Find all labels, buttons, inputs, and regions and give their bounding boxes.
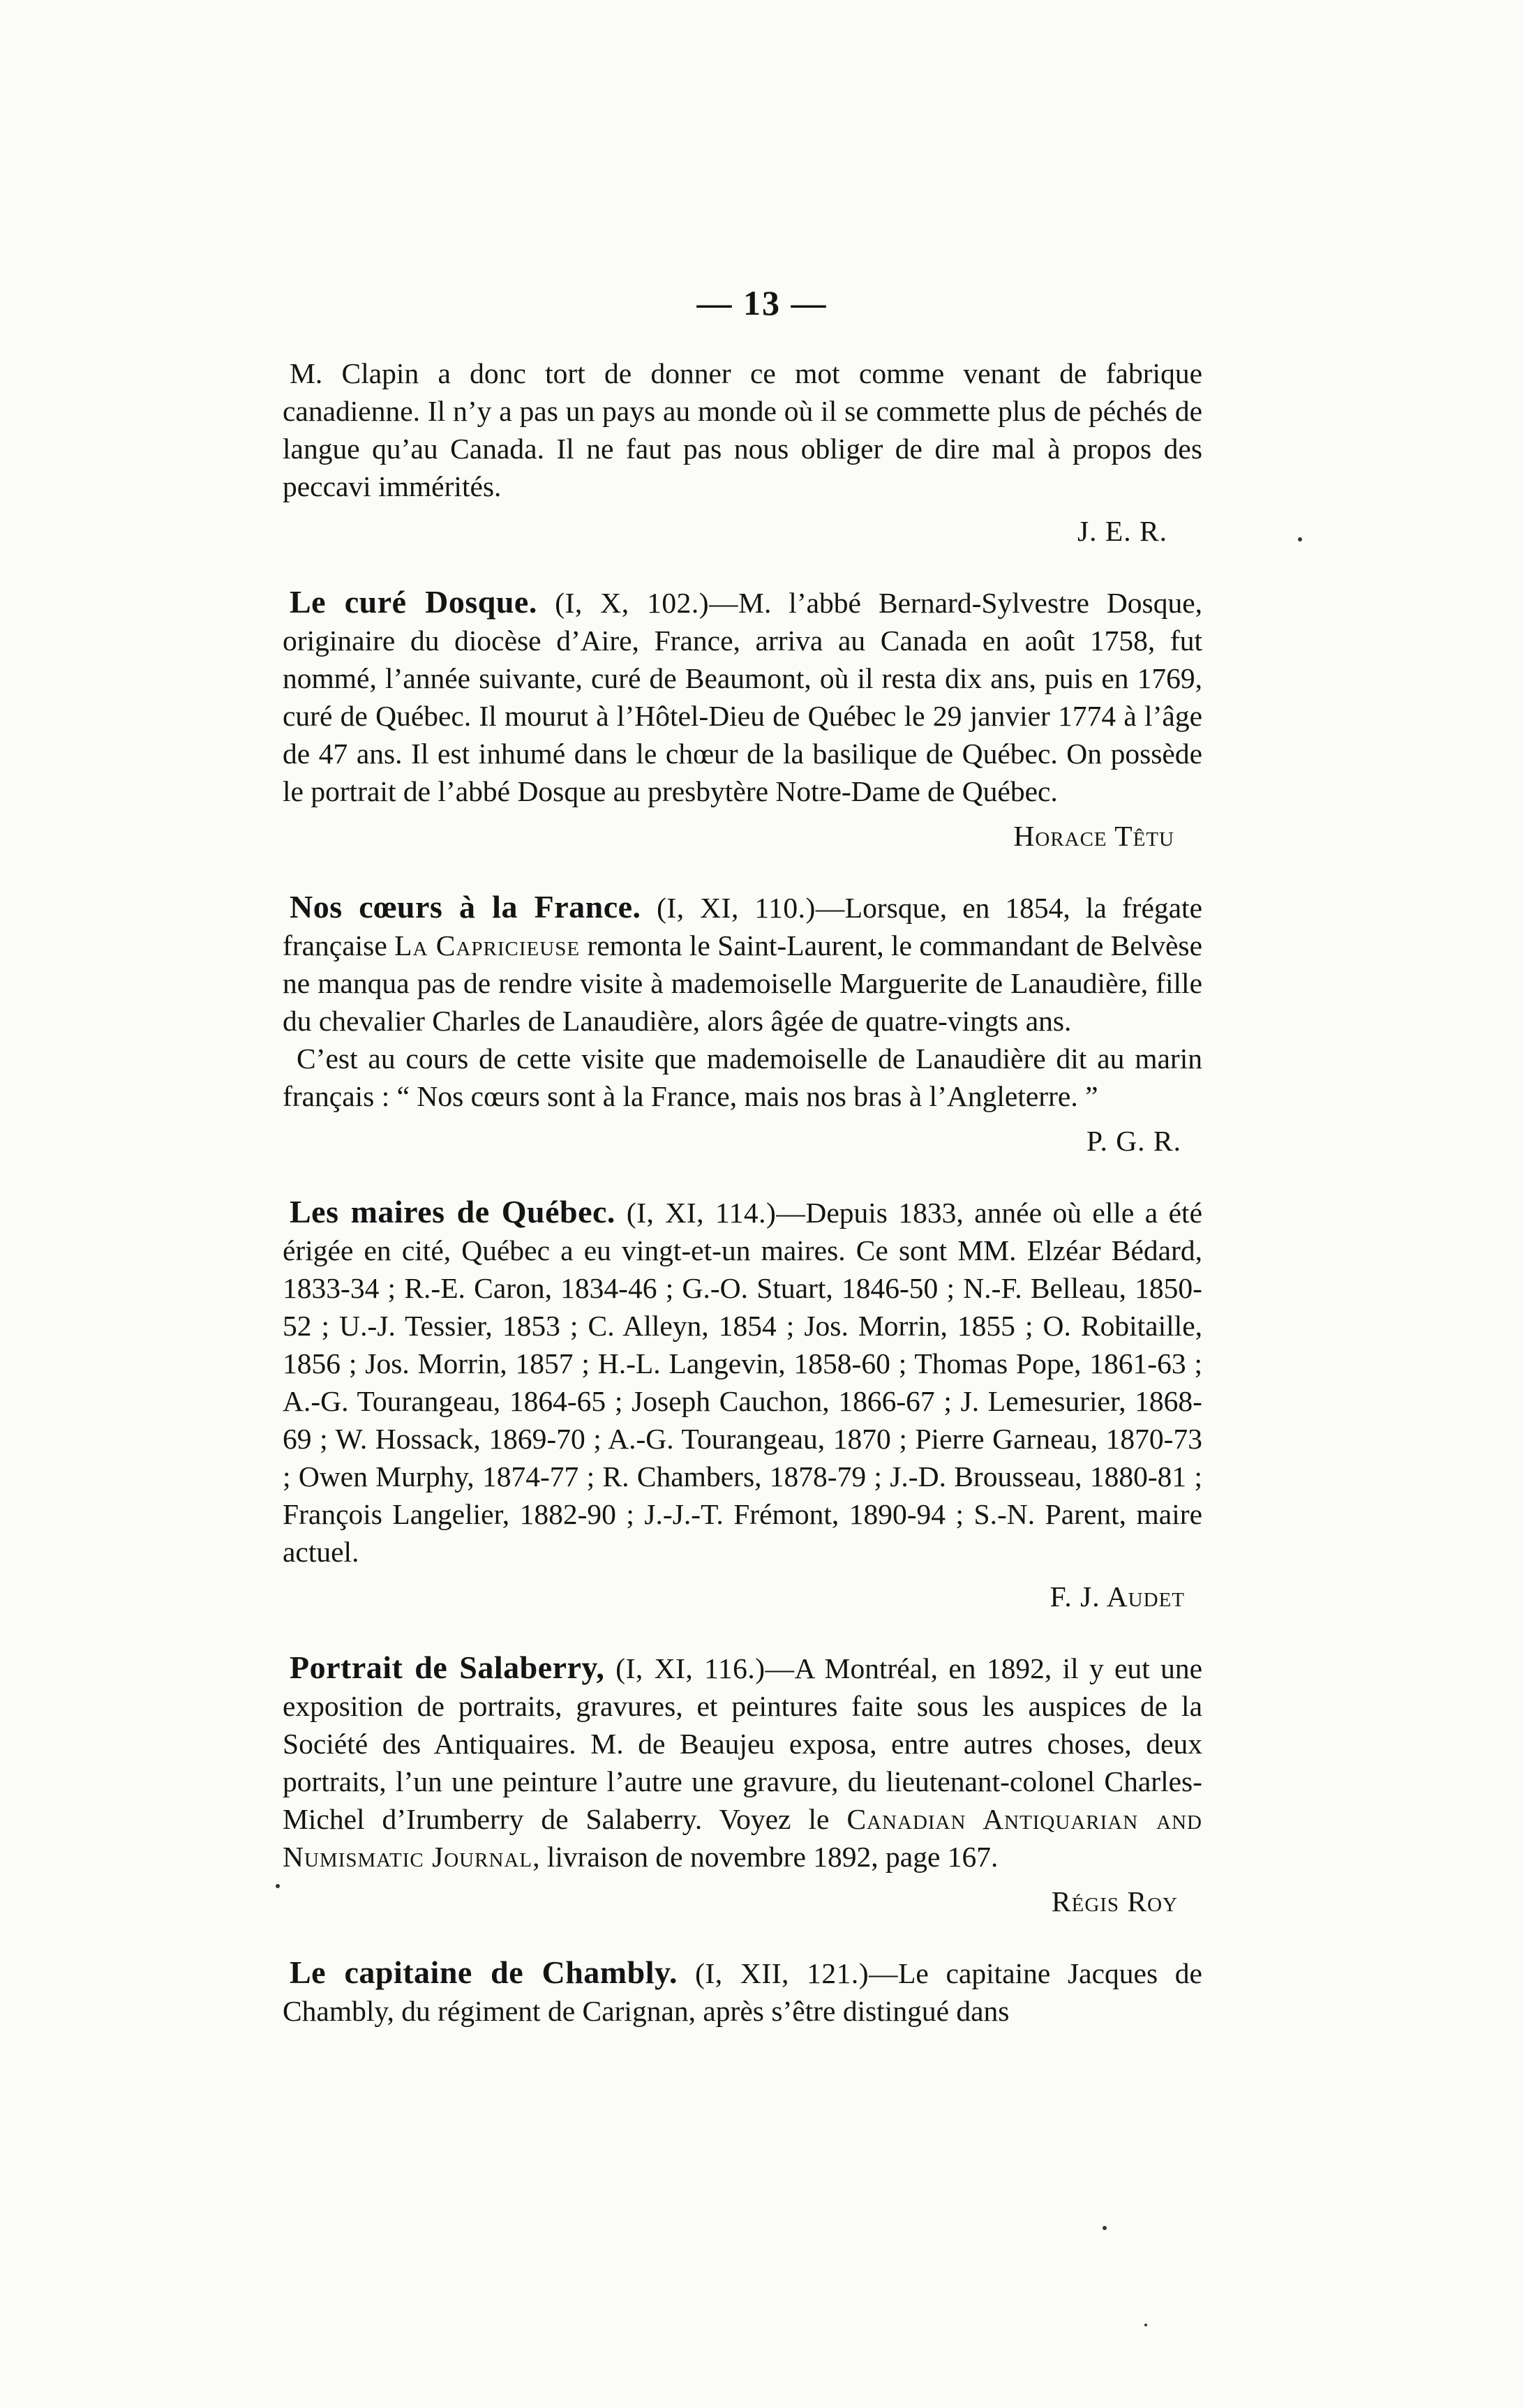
entry-title: Le curé Dosque. xyxy=(290,584,537,620)
entry-nos-coeurs xyxy=(283,888,1202,1040)
entry-paragraph-2: C’est au cours de cette visite que mademoiselle de Lanaudière dit au marin français : “ Nos cœurs sont à la France, mais nos bras à l’Angleterre. ” xyxy=(283,1042,1202,1112)
entry-signature: P. G. R. xyxy=(1086,1125,1181,1157)
entry-reference: (I, XI, 110.)— xyxy=(641,892,845,924)
entry-body-lead: Lorsque, en 1854, la frégate française xyxy=(283,892,1202,962)
entry-body-rest: , livraison de novembre 1892, page 167. xyxy=(532,1841,999,1873)
page-number: — 13 — xyxy=(696,283,828,322)
journal-title: Canadian Antiquarian and Numismatic Journal xyxy=(283,1803,1202,1873)
entry-title: Le capitaine de Chambly. xyxy=(290,1954,678,1990)
intro-paragraph: M. Clapin a donc tort de donner ce mot comme venant de fabrique canadienne. Il n’y a pas un pays au monde où il se commette plus de péchés de langue qu’au Canada. Il ne faut pas nous obliger de dire mal à propos des peccavi immérités. xyxy=(283,357,1202,502)
scan-speck xyxy=(276,1884,280,1888)
entry-body: Le capitaine Jacques de Chambly, du régiment de Carignan, après s’être distingué dans xyxy=(283,1957,1202,2027)
entry-reference: (I, XI, 116.)— xyxy=(604,1652,795,1684)
scan-speck xyxy=(1144,2324,1147,2326)
entry-body-rest: remonta le Saint-Laurent, le commandant de Belvèse ne manqua pas de rendre visite à mademoiselle Marguerite de Lanaudière, fille du chevalier Charles de Lanaudière, alors âgée de quatre-vingts ans. xyxy=(283,929,1203,1037)
intro-signature: J. E. R. xyxy=(1077,515,1167,547)
entry-reference: (I, XII, 121.)— xyxy=(677,1957,899,1989)
entry-body: M. l’abbé Bernard-Sylvestre Dosque, originaire du diocèse d’Aire, France, arriva au Canada en août 1758, fut nommé, l’année suivante, curé de Beaumont, où il resta dix ans, puis en 1769, curé de Québec. Il mourut à l’Hôtel-Dieu de Québec le 29 janvier 1774 à l’âge de 47 ans. Il est inhumé dans le chœur de la basilique de Québec. On possède le portrait de l’abbé Dosque au presbytère Notre-Dame de Québec. xyxy=(283,587,1203,807)
entry-signature: F. J. Audet xyxy=(1049,1580,1185,1613)
entry-maires-quebec xyxy=(283,1193,1202,1571)
entry-portrait-salaberry xyxy=(283,1649,1202,1876)
entry-cure-dosque xyxy=(283,583,1202,810)
entry-capitaine-chambly xyxy=(283,1954,1202,2030)
entry-reference: (I, XI, 114.)— xyxy=(615,1197,806,1229)
entry-body: Depuis 1833, année où elle a été érigée en cité, Québec a eu vingt-et-un maires. Ce sont MM. Elzéar Bédard, 1833-34 ; R.-E. Caron, 1834-46 ; G.-O. Stuart, 1846-50 ; N.-F. Belleau, 1850-52 ; U.-J. Tessier, 1853 ; C. Alleyn, 1854 ; Jos. Morrin, 1855 ; O. Robitaille, 1856 ; Jos. Morrin, 1857 ; H.-L. Langevin, 1858-60 ; Thomas Pope, 1861-63 ; A.-G. Tourangeau, 1864-65 ; Joseph Cauchon, 1866-67 ; J. Lemesurier, 1868-69 ; W. Hossack, 1869-70 ; A.-G. Tourangeau, 1870 ; Pierre Garneau, 1870-73 ; Owen Murphy, 1874-77 ; R. Chambers, 1878-79 ; J.-D. Brousseau, 1880-81 ; François Langelier, 1882-90 ; J.-J.-T. Frémont, 1890-94 ; S.-N. Parent, maire actuel. xyxy=(283,1197,1202,1568)
entry-title: Portrait de Salaberry, xyxy=(290,1650,605,1685)
text-column xyxy=(283,354,1202,2030)
entry-title: Les maires de Québec. xyxy=(290,1194,615,1229)
scan-speck xyxy=(1298,537,1302,541)
ship-name: La Capricieuse xyxy=(394,929,581,962)
entry-body-lead: A Montréal, en 1892, il y eut une exposition de portraits, gravures, et peintures faite sous les auspices de la Société des Antiquaires. M. de Beaujeu exposa, entre autres choses, deux portraits, l’un une peinture l’autre une gravure, du lieutenant-colonel Charles-Michel d’Irumberry de Salaberry. Voyez le xyxy=(283,1652,1203,1835)
entry-reference: (I, X, 102.)— xyxy=(537,587,739,619)
entry-signature: Horace Têtu xyxy=(1013,820,1174,852)
entry-title: Nos cœurs à la France. xyxy=(290,889,641,925)
entry-signature: Régis Roy xyxy=(1051,1885,1178,1917)
scan-speck xyxy=(1103,2226,1107,2230)
